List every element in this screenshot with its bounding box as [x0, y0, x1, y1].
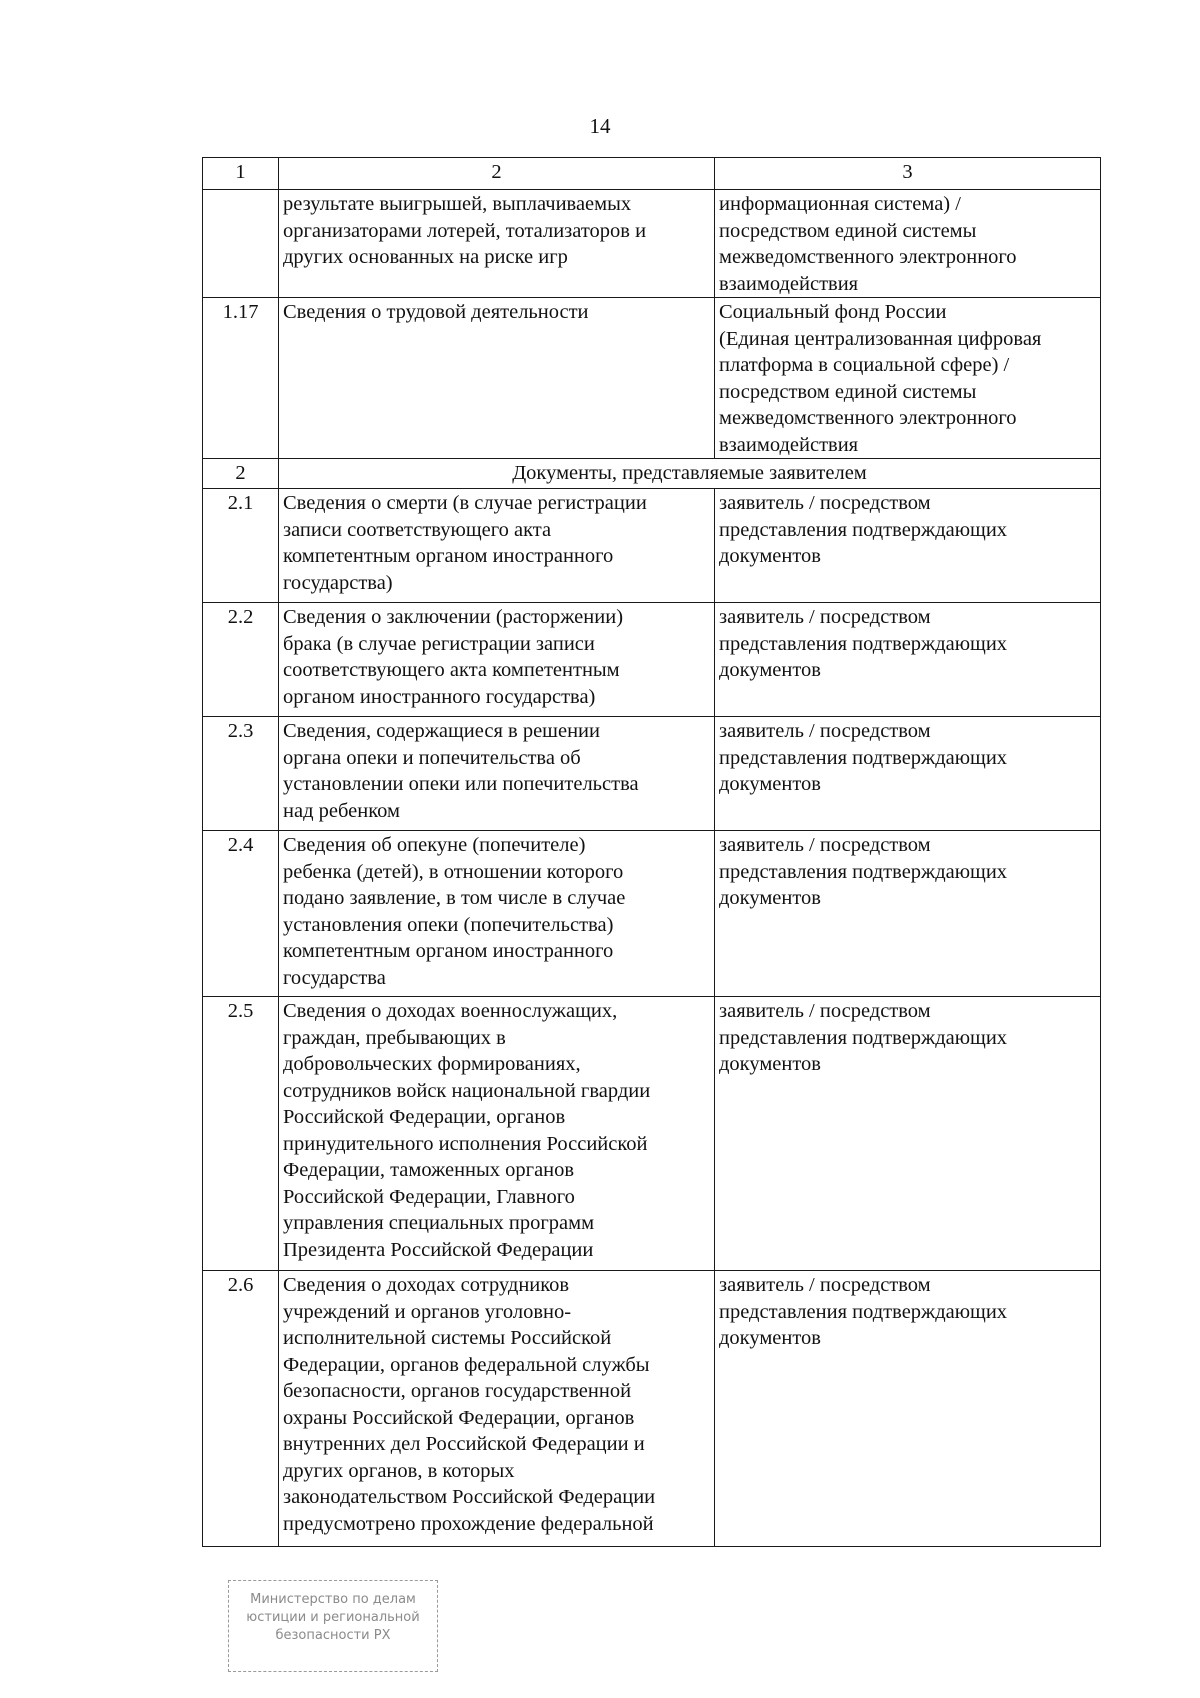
- table-row: [203, 831, 1101, 997]
- row-number: 2.6: [203, 1271, 279, 1547]
- stamp-line: Министерство по делам: [250, 1592, 416, 1607]
- stamp-line: юстиции и региональной: [246, 1610, 420, 1625]
- table-row: [203, 603, 1101, 717]
- table-row: [203, 489, 1101, 603]
- row-description: Сведения о заключении (расторжении) брака (в случае регистрации записи соответствующего акта компетентным органом иностранного государства): [279, 603, 715, 717]
- registration-stamp: [228, 1580, 438, 1672]
- row-number: 2.4: [203, 831, 279, 997]
- column-header: 3: [715, 158, 1101, 190]
- section-row: [203, 459, 1101, 489]
- table-row: [203, 190, 1101, 298]
- row-description: Сведения, содержащиеся в решении органа опеки и попечительства об установлении опеки или попечительства над ребенком: [279, 717, 715, 831]
- row-number: 2.2: [203, 603, 279, 717]
- row-source: заявитель / посредством представления подтверждающих документов: [715, 717, 1101, 831]
- row-number: 2.5: [203, 997, 279, 1271]
- row-description: Сведения о доходах военнослужащих, граждан, пребывающих в добровольческих формированиях, сотрудников войск национальной гвардии Российской Федерации, органов принудительного исполнения Российской Федерации, таможенных органов Российской Федерации, Главного управления специальных программ Президента Российской Федерации: [279, 997, 715, 1271]
- row-description: Сведения о смерти (в случае регистрации записи соответствующего акта компетентным органом иностранного государства): [279, 489, 715, 603]
- row-source: заявитель / посредством представления подтверждающих документов: [715, 831, 1101, 997]
- stamp-line: безопасности РХ: [275, 1628, 391, 1643]
- section-title: Документы, представляемые заявителем: [279, 459, 1101, 489]
- page-number: 14: [589, 114, 611, 138]
- row-source: заявитель / посредством представления подтверждающих документов: [715, 1271, 1101, 1547]
- row-number: 2.3: [203, 717, 279, 831]
- document-table: [202, 157, 1101, 1547]
- row-source: заявитель / посредством представления подтверждающих документов: [715, 489, 1101, 603]
- column-header: 2: [279, 158, 715, 190]
- table-row: [203, 1271, 1101, 1547]
- column-header: 1: [203, 158, 279, 190]
- row-source: информационная система) / посредством единой системы межведомственного электронного взаимодействия: [715, 190, 1101, 298]
- table-row: [203, 997, 1101, 1271]
- table-row: [203, 298, 1101, 459]
- row-source: заявитель / посредством представления подтверждающих документов: [715, 997, 1101, 1271]
- row-source: Социальный фонд России (Единая централизованная цифровая платформа в социальной сфере) / посредством единой системы межведомственного электронного взаимодействия: [715, 298, 1101, 459]
- table-header-row: [203, 158, 1101, 190]
- row-number: [203, 190, 279, 298]
- row-description: Сведения о доходах сотрудников учреждений и органов уголовно- исполнительной системы Российской Федерации, органов федеральной службы безопасности, органов государственной охраны Российской Федерации, органов внутренних дел Российской Федерации и других органов, в которых законодательством Российской Федерации предусмотрено прохождение федеральной: [279, 1271, 715, 1547]
- row-source: заявитель / посредством представления подтверждающих документов: [715, 603, 1101, 717]
- row-number: 1.17: [203, 298, 279, 459]
- row-description: Сведения об опекуне (попечителе) ребенка (детей), в отношении которого подано заявление, в том числе в случае установления опеки (попечительства) компетентным органом иностранного государства: [279, 831, 715, 997]
- section-number: 2: [203, 459, 279, 489]
- row-description: результате выигрышей, выплачиваемых организаторами лотерей, тотализаторов и других основанных на риске игр: [279, 190, 715, 298]
- table-row: [203, 717, 1101, 831]
- row-number: 2.1: [203, 489, 279, 603]
- row-description: Сведения о трудовой деятельности: [279, 298, 715, 459]
